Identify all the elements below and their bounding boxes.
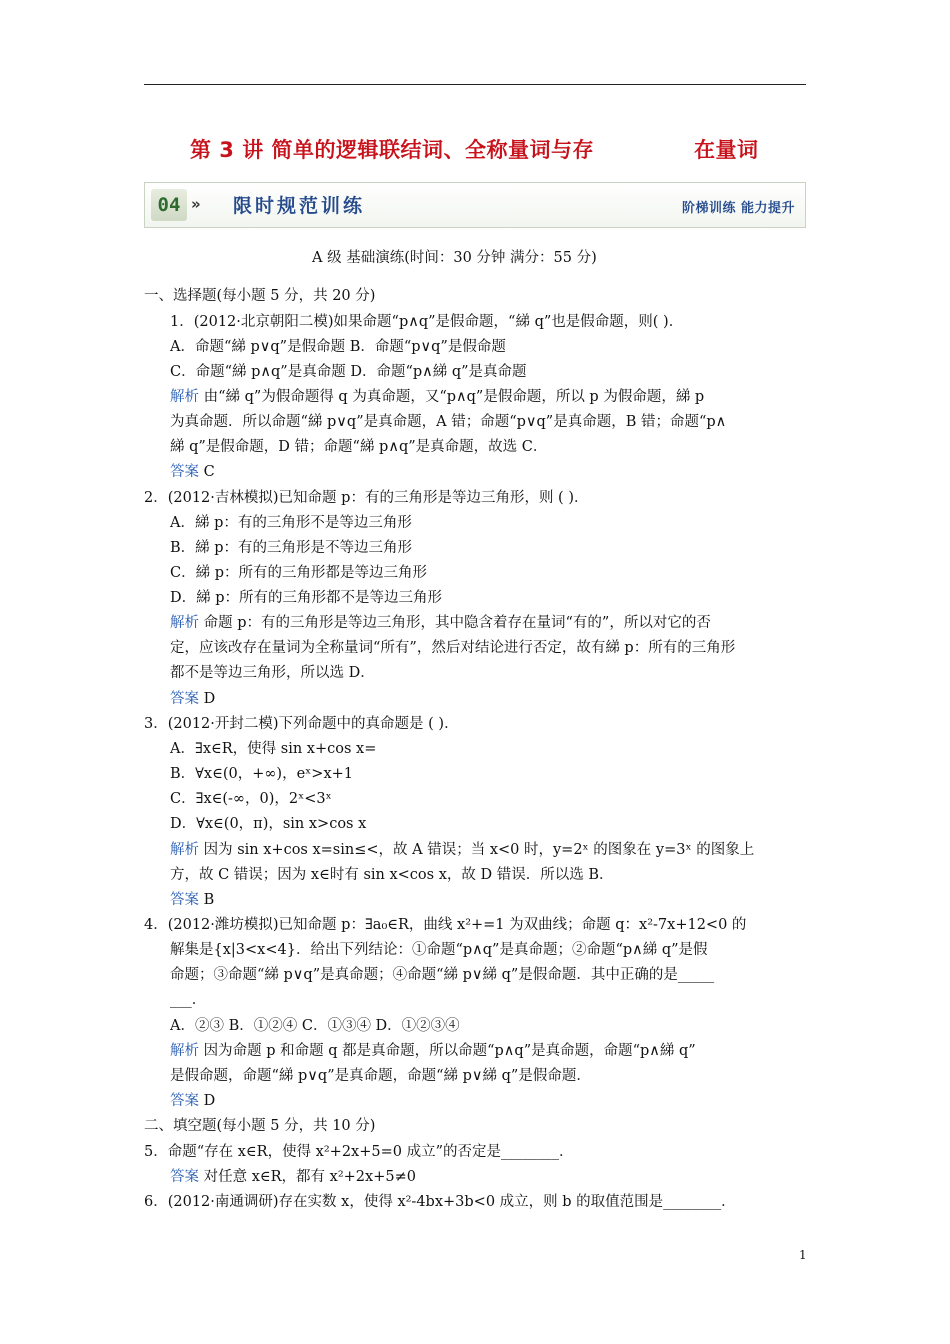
text-line <box>170 412 726 432</box>
line-text: 解集是{x|3<x<4}．给出下列结论：①命题“p∧q”是真命题；②命题“p∧綈 q”是假 <box>170 942 708 958</box>
text-line <box>170 312 683 332</box>
line-text: 都不是等边三角形，所以选 D． <box>170 665 375 681</box>
solution-line <box>170 840 754 860</box>
line-text: 为真命题．所以命题“綈 p∨q”是真命题，A 错；命题“p∨q”是真命题，B 错；命题“p∧ <box>170 414 727 430</box>
section-number-badge: 04 <box>151 189 187 221</box>
line-text: 1．(2012·北京朝阳二模)如果命题“p∧q”是假命题，“綈 q”也是假命题，则( )． <box>170 314 684 330</box>
line-text: ___． <box>170 992 207 1008</box>
line-text: 是假命题，命题“綈 p∨q”是真命题，命题“綈 p∨綈 q”是假命题． <box>170 1068 591 1084</box>
answer-line <box>170 890 214 910</box>
solution-line <box>170 1041 696 1061</box>
line-text: 方，故 C 错误；因为 x∈时有 sin x<cos x，故 D 错误．所以选 B． <box>170 867 614 883</box>
text-line <box>170 739 376 759</box>
text-line <box>170 588 442 608</box>
solution-label: 解析 <box>170 389 199 405</box>
answer-label: 答案 <box>170 1169 199 1185</box>
line-text: C．命题“綈 p∧q”是真命题 D．命题“p∧綈 q”是真命题 <box>170 364 527 380</box>
text-line <box>144 1116 375 1136</box>
page-title: 第 3 讲 简单的逻辑联结词、全称量词与存 <box>190 138 595 162</box>
line-text: 綈 q”是假命题，D 错；命题“綈 p∧q”是真命题，故选 C． <box>170 439 548 455</box>
line-text: D．∀x∈(0，π)，sin x>cos x <box>170 816 367 832</box>
answer-line <box>170 1167 416 1187</box>
text-line <box>144 714 459 734</box>
text-line <box>170 563 427 583</box>
solution-label: 解析 <box>170 615 199 631</box>
text-line <box>170 789 332 809</box>
header-rule <box>144 84 806 85</box>
line-text: 6．(2012·南通调研)存在实数 x，使得 x²-4bx+3b<0 成立，则 b 的取值范围是________． <box>144 1194 736 1210</box>
line-text: 命题；③命题“綈 p∨q”是真命题；④命题“綈 p∨綈 q”是假命题．其中正确的是_____ <box>170 967 715 983</box>
line-text: 一、选择题(每小题 5 分，共 20 分) <box>144 288 376 304</box>
solution-label: 解析 <box>170 842 199 858</box>
text-line <box>170 362 527 382</box>
answer-line <box>170 462 215 482</box>
line-text: A．綈 p：有的三角形不是等边三角形 <box>170 515 412 531</box>
line-text: A．命题“綈 p∨q”是假命题 B．命题“p∨q”是假命题 <box>170 339 506 355</box>
line-text: 4．(2012·潍坊模拟)已知命题 p：∃a₀∈R，曲线 x²+=1 为双曲线；命题 q：x²-7x+12<0 的 <box>144 917 747 933</box>
text-line <box>144 915 746 935</box>
text-line <box>170 814 366 834</box>
text-line <box>144 1142 574 1162</box>
text-line <box>312 248 597 268</box>
solution-line <box>170 613 711 633</box>
line-text: A 级 基础演练(时间：30 分钟 满分：55 分) <box>312 250 597 266</box>
banner-title: 限时规范训练 <box>233 195 366 217</box>
solution-label: 解析 <box>170 1043 199 1059</box>
line-text: 5．命题“存在 x∈R，使得 x²+2x+5=0 成立”的否定是________． <box>144 1144 574 1160</box>
text-line <box>170 663 375 683</box>
answer-label: 答案 <box>170 1093 199 1109</box>
answer-label: 答案 <box>170 691 199 707</box>
line-text: D <box>199 691 216 707</box>
text-line <box>170 437 547 457</box>
line-text: C <box>199 464 215 480</box>
line-text: D．綈 p：所有的三角形都不是等边三角形 <box>170 590 443 606</box>
answer-line <box>170 1091 215 1111</box>
text-line <box>170 990 206 1010</box>
line-text: 二、填空题(每小题 5 分，共 10 分) <box>144 1118 376 1134</box>
line-text: C．綈 p：所有的三角形都是等边三角形 <box>170 565 427 581</box>
line-text: 对任意 x∈R，都有 x²+2x+5≠0 <box>199 1169 416 1185</box>
line-text: B．綈 p：有的三角形是不等边三角形 <box>170 540 413 556</box>
line-text: A．②③ B．①②④ C．①③④ D．①②③④ <box>170 1018 460 1034</box>
text-line <box>170 538 412 558</box>
text-line <box>144 488 588 508</box>
section-banner <box>144 182 806 228</box>
line-text: 因为命题 p 和命题 q 都是真命题，所以命题“p∧q”是真命题，命题“p∧綈 q” <box>199 1043 696 1059</box>
text-line <box>170 764 353 784</box>
line-text: 命题 p：有的三角形是等边三角形，其中隐含着存在量词“有的”，所以对它的否 <box>199 615 711 631</box>
text-line <box>170 1016 460 1036</box>
answer-label: 答案 <box>170 464 199 480</box>
line-text: B．∀x∈(0，+∞)，eˣ>x+1 <box>170 766 354 782</box>
text-line <box>170 638 735 658</box>
answer-line <box>170 689 215 709</box>
chevron-icon: » <box>191 195 201 213</box>
line-text: B <box>199 892 215 908</box>
line-text: D <box>199 1093 216 1109</box>
text-line <box>170 1066 591 1086</box>
line-text: A．∃x∈R，使得 sin x+cos x= <box>170 741 377 757</box>
text-line <box>144 1192 736 1212</box>
banner-subtitle: 阶梯训练 能力提升 <box>681 201 795 216</box>
line-text: 2．(2012·吉林模拟)已知命题 p：有的三角形是等边三角形，则 ( )． <box>144 490 589 506</box>
text-line <box>170 513 412 533</box>
text-line <box>170 965 714 985</box>
line-text: 因为 sin x+cos x=sin≤<，故 A 错误；当 x<0 时，y=2ˣ 的图象在 y=3ˣ 的图象上 <box>199 842 755 858</box>
page-number: 1 <box>799 1248 807 1262</box>
text-line <box>170 865 613 885</box>
text-line <box>170 940 708 960</box>
text-line <box>144 286 375 306</box>
line-text: 由“綈 q”为假命题得 q 为真命题，又“p∧q”是假命题，所以 p 为假命题，綈 p <box>199 389 705 405</box>
page-title-tail: 在量词 <box>694 138 759 162</box>
line-text: 定，应该改存在量词为全称量词“所有”，然后对结论进行否定，故有綈 p：所有的三角形 <box>170 640 736 656</box>
text-line <box>170 337 506 357</box>
line-text: C．∃x∈(-∞，0)，2ˣ<3ˣ <box>170 791 332 807</box>
answer-label: 答案 <box>170 892 199 908</box>
line-text: 3．(2012·开封二模)下列命题中的真命题是 ( )． <box>144 716 459 732</box>
solution-line <box>170 387 704 407</box>
